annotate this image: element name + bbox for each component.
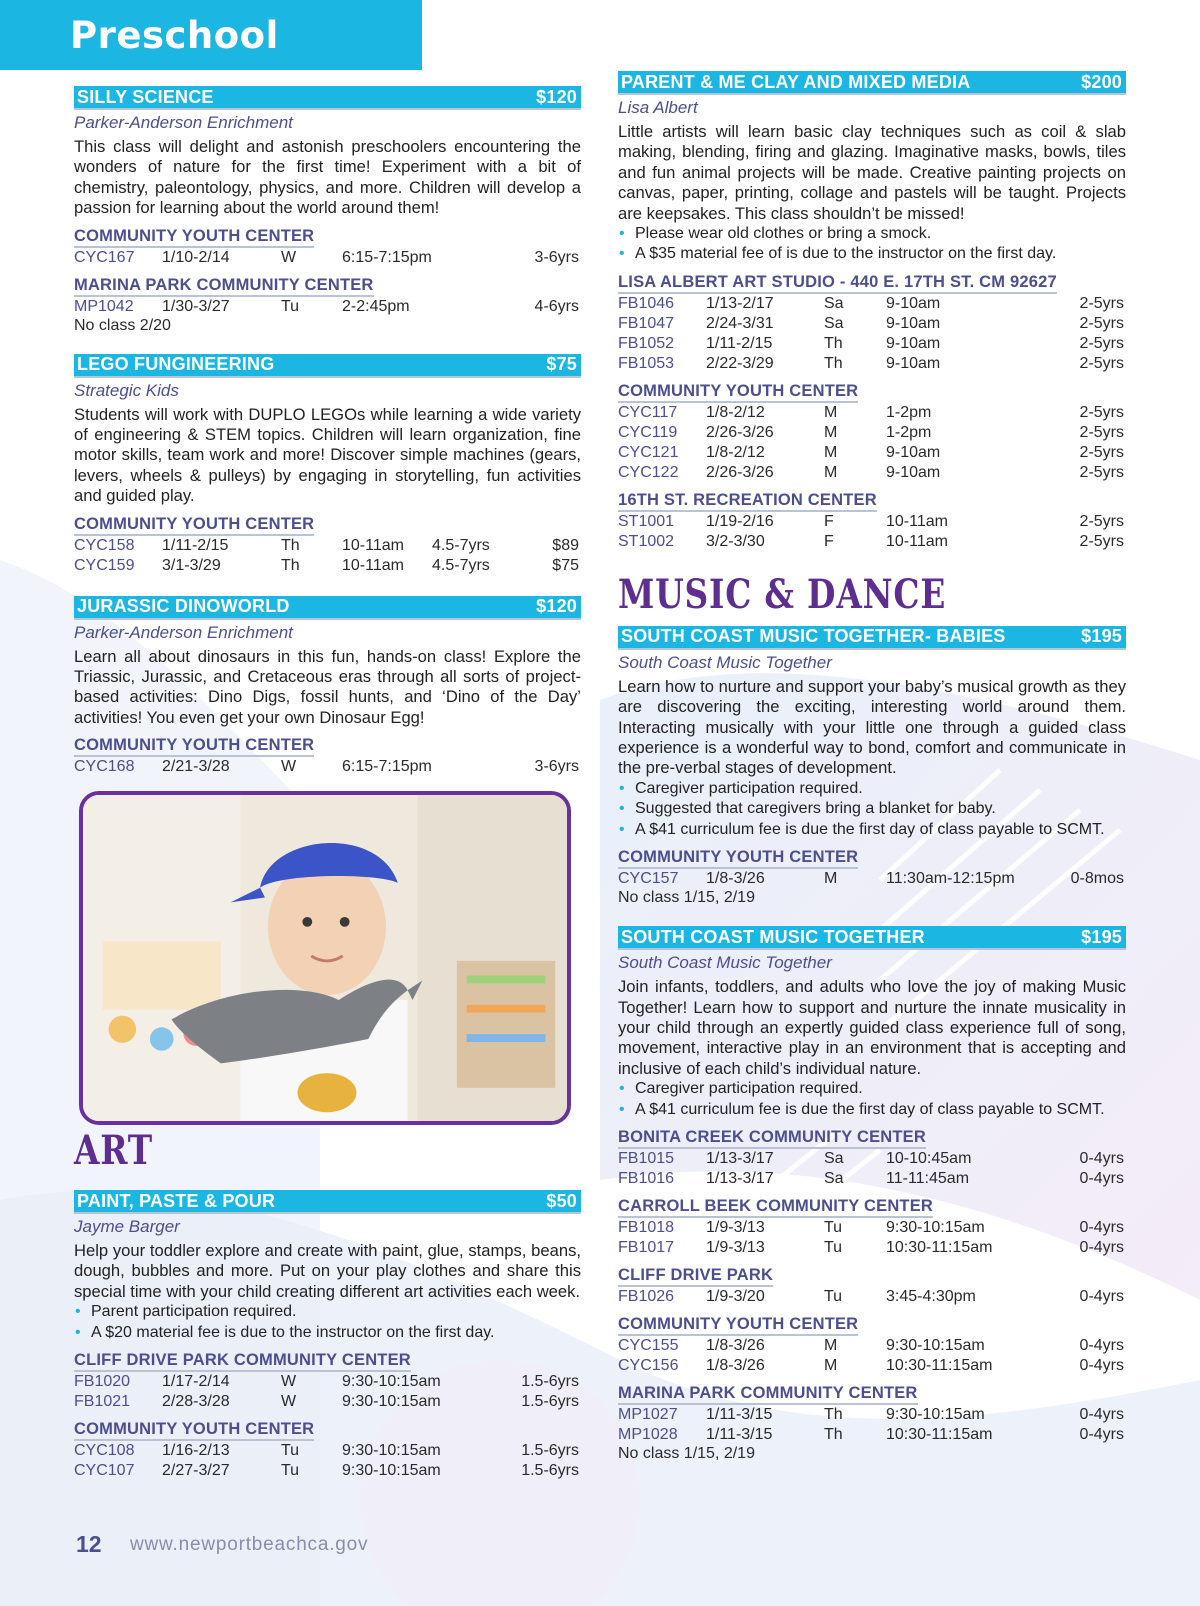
location-name: CLIFF DRIVE PARK	[618, 1266, 773, 1287]
date-range: 1/19-2/16	[706, 512, 774, 530]
location-block	[618, 848, 1126, 906]
course-title: SILLY SCIENCE	[77, 86, 214, 107]
course-code[interactable]: MP1028	[618, 1425, 678, 1443]
course-note: • Suggested that caregivers bring a blanket for baby.	[618, 799, 1126, 819]
class-section-row	[618, 314, 1126, 334]
course-notes-list	[74, 1302, 581, 1343]
course-listing	[74, 86, 581, 334]
course-listing	[74, 354, 581, 576]
class-section-row	[618, 869, 1126, 889]
location-name: CARROLL BEEK COMMUNITY CENTER	[618, 1197, 933, 1218]
course-provider: South Coast Music Together	[618, 953, 832, 973]
class-section-row	[618, 1169, 1126, 1189]
course-description: Little artists will learn basic clay techniques such as coil & slab making, blending, firing and glazing. Imaginative masks, bowls, tiles and fun animal projects will be made. Creative painting projects on canvas, paper, printing, collage and pastels will be taught. Projects are keepsakes. This class shouldn’t be missed!	[618, 122, 1126, 223]
date-range: 1/30-3/27	[162, 297, 230, 315]
age-range: 0-4yrs	[1079, 1149, 1124, 1167]
day: W	[281, 1393, 297, 1411]
course-price: $200	[1081, 71, 1122, 92]
course-note: • Please wear old clothes or bring a smock.	[618, 224, 1126, 244]
location-block	[618, 1128, 1126, 1189]
date-range: 1/8-2/12	[706, 403, 765, 421]
location-block	[618, 1315, 1126, 1376]
location-block	[618, 1266, 1126, 1307]
class-section-row	[74, 556, 581, 576]
course-title-bar	[618, 71, 1126, 95]
class-section-row	[74, 1461, 581, 1481]
date-range: 3/1-3/29	[162, 556, 221, 574]
age-range: 3-6yrs	[534, 248, 579, 266]
time: 9:30-10:15am	[342, 1442, 441, 1460]
class-section-row	[618, 1238, 1126, 1258]
age-range: 0-4yrs	[1079, 1356, 1124, 1374]
course-code[interactable]: FB1020	[74, 1373, 131, 1391]
course-description: Learn how to nurture and support your baby’s musical growth as they are discovering the exciting, interesting world around them. Interacting musically with your little one through a guided class experience is a wonderful way to bond, comfort and communicate in the pre-verbal stages of development.	[618, 676, 1126, 778]
schedule-note: No class 2/20	[74, 316, 171, 334]
class-section-row	[74, 757, 581, 777]
class-section-row	[618, 1356, 1126, 1376]
date-range: 2/26-3/26	[706, 423, 774, 441]
date-range: 1/8-3/26	[706, 1356, 765, 1374]
class-section-row	[618, 1425, 1126, 1445]
course-code[interactable]: CYC167	[74, 248, 135, 266]
class-section-row	[618, 294, 1126, 314]
page-number: 12	[76, 1531, 102, 1557]
time: 6:15-7:15pm	[342, 758, 432, 776]
day: Tu	[824, 1218, 843, 1236]
class-section-row	[618, 403, 1126, 423]
date-range: 1/13-3/17	[706, 1149, 774, 1167]
day: Sa	[824, 1169, 844, 1187]
course-note: • A $20 material fee is due to the instructor on the first day.	[74, 1323, 581, 1343]
course-provider: South Coast Music Together	[618, 652, 832, 672]
age-range: 0-4yrs	[1079, 1218, 1124, 1236]
course-code[interactable]: CYC158	[74, 536, 135, 554]
age-range: 0-4yrs	[1079, 1405, 1124, 1423]
course-title: JURASSIC DINOWORLD	[77, 596, 290, 617]
time: 10-10:45am	[886, 1149, 972, 1167]
time: 10:30-11:15am	[886, 1356, 993, 1374]
course-code[interactable]: CYC156	[618, 1356, 679, 1374]
location-name: 16TH ST. RECREATION CENTER	[618, 491, 877, 512]
left-column	[74, 86, 581, 797]
day: Th	[281, 556, 300, 574]
course-code[interactable]: FB1017	[618, 1238, 675, 1256]
class-section-row	[618, 423, 1126, 443]
day: Th	[824, 1405, 843, 1423]
course-code[interactable]: FB1053	[618, 354, 675, 372]
date-range: 2/26-3/26	[706, 463, 774, 481]
date-range: 1/11-2/15	[162, 536, 229, 554]
day: Th	[824, 1425, 843, 1443]
day: Th	[824, 334, 843, 352]
course-title: LEGO FUNGINEERING	[77, 354, 275, 375]
date-range: 1/9-3/13	[706, 1218, 765, 1236]
course-code[interactable]: CYC117	[618, 403, 678, 421]
class-section-row	[74, 1441, 581, 1461]
date-range: 2/28-3/28	[162, 1393, 230, 1411]
age-range: 0-4yrs	[1079, 1425, 1124, 1443]
time: 10-11am	[886, 532, 948, 550]
time: 2-2:45pm	[342, 297, 410, 315]
time: 11:30am-12:15pm	[886, 870, 1015, 888]
course-price: $195	[1081, 626, 1122, 647]
time: 10-11am	[886, 512, 948, 530]
location-block	[74, 1351, 581, 1412]
schedule-note: No class 1/15, 2/19	[618, 889, 755, 907]
date-range: 3/2-3/30	[706, 532, 765, 550]
location-name: COMMUNITY YOUTH CENTER	[618, 848, 858, 869]
day: Tu	[281, 297, 300, 315]
class-section-row	[618, 512, 1126, 532]
time: 9:30-10:15am	[342, 1373, 441, 1391]
time: 9-10am	[886, 463, 941, 481]
class-section-row	[618, 532, 1126, 552]
course-title: SOUTH COAST MUSIC TOGETHER- BABIES	[621, 626, 1006, 647]
day: F	[824, 512, 834, 530]
course-code[interactable]: FB1026	[618, 1287, 675, 1305]
date-range: 1/9-3/13	[706, 1238, 765, 1256]
course-note: • A $41 curriculum fee is due the first day of class payable to SCMT.	[618, 1100, 1126, 1120]
location-name: MARINA PARK COMMUNITY CENTER	[74, 276, 374, 297]
location-block	[74, 276, 581, 334]
class-section-row	[618, 1218, 1126, 1238]
course-code[interactable]: FB1018	[618, 1218, 675, 1236]
date-range: 1/13-3/17	[706, 1169, 774, 1187]
course-note: • A $35 material fee of is due to the instructor on the first day.	[618, 244, 1126, 264]
class-section-row	[618, 463, 1126, 483]
time: 9-10am	[886, 443, 941, 461]
day: Tu	[281, 1462, 300, 1480]
course-title-bar	[618, 626, 1126, 650]
time: 9-10am	[886, 294, 941, 312]
date-range: 1/11-3/15	[706, 1405, 773, 1423]
date-range: 1/10-2/14	[162, 248, 230, 266]
age-range: 0-4yrs	[1079, 1238, 1124, 1256]
class-section-row	[618, 1405, 1126, 1425]
fee: $89	[552, 536, 579, 554]
time: 6:15-7:15pm	[342, 248, 432, 266]
date-range: 2/22-3/29	[706, 354, 774, 372]
day: Th	[281, 536, 300, 554]
location-block	[618, 1197, 1126, 1258]
time: 3:45-4:30pm	[886, 1287, 976, 1305]
course-provider: Jayme Barger	[74, 1217, 180, 1236]
location-block	[618, 382, 1126, 483]
course-notes-list	[618, 779, 1126, 840]
course-code[interactable]: CYC157	[618, 870, 679, 888]
course-note: • A $41 curriculum fee is due the first day of class payable to SCMT.	[618, 820, 1126, 840]
course-code[interactable]: FB1021	[74, 1393, 131, 1411]
day: W	[281, 758, 297, 776]
course-note: • Parent participation required.	[74, 1302, 581, 1322]
course-code[interactable]: FB1052	[618, 334, 675, 352]
course-listing	[74, 1190, 581, 1481]
course-title-bar	[74, 354, 581, 378]
day: W	[281, 248, 297, 266]
course-code[interactable]: CYC168	[74, 758, 135, 776]
course-code[interactable]: MP1027	[618, 1405, 678, 1423]
course-notes-list	[618, 224, 1126, 265]
course-code[interactable]: FB1016	[618, 1169, 675, 1187]
time: 9-10am	[886, 354, 941, 372]
time: 9:30-10:15am	[886, 1405, 985, 1423]
age-range: 2-5yrs	[1079, 403, 1124, 421]
course-note: • Caregiver participation required.	[618, 779, 1126, 799]
location-block	[618, 1384, 1126, 1462]
course-note: • Caregiver participation required.	[618, 1079, 1126, 1099]
course-listing	[74, 596, 581, 778]
age-range: 0-4yrs	[1079, 1336, 1124, 1354]
date-range: 2/27-3/27	[162, 1462, 230, 1480]
location-block	[74, 227, 581, 268]
location-block	[74, 1420, 581, 1481]
course-code[interactable]: FB1046	[618, 294, 675, 312]
age-range: 2-5yrs	[1079, 294, 1124, 312]
location-block	[74, 736, 581, 777]
day: Sa	[824, 314, 844, 332]
page-title-tab	[0, 0, 422, 70]
course-code[interactable]: CYC119	[618, 423, 678, 441]
course-code[interactable]: FB1047	[618, 314, 675, 332]
course-price: $120	[536, 596, 577, 617]
age-range: 2-5yrs	[1079, 423, 1124, 441]
age-range: 2-5yrs	[1079, 512, 1124, 530]
location-name: LISA ALBERT ART STUDIO - 440 E. 17TH ST. CM 92627	[618, 273, 1057, 294]
course-title-bar	[74, 86, 581, 110]
date-range: 1/13-2/17	[706, 294, 774, 312]
course-code[interactable]: CYC121	[618, 443, 679, 461]
class-section-row	[74, 248, 581, 268]
class-section-row	[618, 354, 1126, 374]
child-with-dinosaur-photo	[79, 791, 571, 1125]
course-code[interactable]: CYC122	[618, 463, 679, 481]
course-code[interactable]: CYC108	[74, 1442, 135, 1460]
day: F	[824, 532, 834, 550]
time: 9:30-10:15am	[342, 1393, 441, 1411]
class-section-row	[74, 1372, 581, 1392]
age-range: 2-5yrs	[1079, 532, 1124, 550]
course-provider: Lisa Albert	[618, 98, 698, 117]
location-name: COMMUNITY YOUTH CENTER	[618, 382, 858, 403]
course-description: This class will delight and astonish preschoolers encountering the wonders of nature for the first time! Experiment with a bit of chemistry, paleontology, physics, and more. Children will develop a passion for learning about the world around them!	[74, 137, 581, 218]
day: Th	[824, 354, 843, 372]
date-range: 1/16-2/13	[162, 1442, 230, 1460]
class-section-row	[618, 1336, 1126, 1356]
class-section-row	[74, 1392, 581, 1412]
course-description: Students will work with DUPLO LEGOs while learning a wide variety of engineering & STEM topics. Children will learn organization, fine motor skills, team work and more! Discover simple machines (gears, levers, wheels & pulleys) by engaging in storytelling, fun activities and guided play.	[74, 404, 581, 506]
location-block	[74, 515, 581, 576]
age-range: 1.5-6yrs	[521, 1462, 579, 1480]
time: 9-10am	[886, 334, 941, 352]
course-description: Help your toddler explore and create with paint, glue, stamps, beans, dough, bubbles and more. Put on your play clothes and share this special time with your child creating different art activities each week.	[74, 1241, 581, 1301]
time: 1-2pm	[886, 403, 932, 421]
right-column	[618, 71, 1126, 1482]
course-title: PARENT & ME CLAY AND MIXED MEDIA	[621, 71, 971, 92]
age-range: 2-5yrs	[1079, 334, 1124, 352]
course-provider: Parker-Anderson Enrichment	[74, 113, 293, 132]
age-range: 2-5yrs	[1079, 443, 1124, 461]
day: M	[824, 403, 838, 421]
age-range: 1.5-6yrs	[521, 1442, 579, 1460]
course-listing	[618, 71, 1126, 552]
course-code[interactable]: ST1001	[618, 512, 675, 530]
course-title-bar	[74, 1190, 581, 1214]
age-range: 4.5-7yrs	[432, 536, 490, 554]
time: 9:30-10:15am	[342, 1462, 441, 1480]
date-range: 1/11-3/15	[706, 1425, 773, 1443]
age-range: 1.5-6yrs	[521, 1393, 579, 1411]
course-description: Join infants, toddlers, and adults who love the joy of making Music Together! Learn how to support and nurture the innate musicality in your child through an expertly guided class experience full of song, movement, interactive play in an environment that is accepting and inclusive of each child’s individual nature.	[618, 977, 1126, 1078]
location-name: COMMUNITY YOUTH CENTER	[618, 1315, 858, 1336]
course-code[interactable]: CYC159	[74, 556, 135, 574]
course-notes-list	[618, 1079, 1126, 1120]
date-range: 1/8-2/12	[706, 443, 765, 461]
class-section-row	[618, 334, 1126, 354]
age-range: 0-4yrs	[1079, 1287, 1124, 1305]
location-name: COMMUNITY YOUTH CENTER	[74, 227, 314, 248]
course-price: $120	[536, 86, 577, 107]
day: M	[824, 463, 838, 481]
location-name: CLIFF DRIVE PARK COMMUNITY CENTER	[74, 1351, 411, 1372]
location-block	[618, 491, 1126, 552]
schedule-note: No class 1/15, 2/19	[618, 1444, 755, 1462]
day: M	[824, 1336, 838, 1354]
day: M	[824, 423, 838, 441]
age-range: 1.5-6yrs	[521, 1373, 579, 1391]
course-title: PAINT, PASTE & POUR	[77, 1190, 276, 1211]
day: M	[824, 443, 838, 461]
class-section-row	[618, 443, 1126, 463]
day: Tu	[824, 1238, 843, 1256]
time: 11-11:45am	[886, 1169, 970, 1187]
date-range: 2/24-3/31	[706, 314, 774, 332]
course-provider: Strategic Kids	[74, 380, 179, 400]
location-block	[618, 273, 1126, 374]
course-code[interactable]: CYC155	[618, 1336, 679, 1354]
course-price: $195	[1081, 926, 1122, 947]
course-title: SOUTH COAST MUSIC TOGETHER	[621, 926, 925, 947]
music-dance-section-title: MUSIC & DANCE	[618, 570, 947, 618]
course-provider: Parker-Anderson Enrichment	[74, 622, 293, 642]
age-range: 0-8mos	[1070, 870, 1124, 888]
time: 9-10am	[886, 314, 941, 332]
date-range: 1/11-2/15	[706, 334, 773, 352]
age-range: 3-6yrs	[534, 758, 579, 776]
day: W	[281, 1373, 297, 1391]
course-code[interactable]: ST1002	[618, 532, 675, 550]
day: Sa	[824, 294, 844, 312]
page-title: Preschool	[70, 14, 279, 57]
location-name: COMMUNITY YOUTH CENTER	[74, 515, 314, 536]
time: 10-11am	[342, 536, 404, 554]
date-range: 1/9-3/20	[706, 1287, 765, 1305]
location-name: BONITA CREEK COMMUNITY CENTER	[618, 1128, 926, 1149]
age-range: 4-6yrs	[534, 297, 579, 315]
class-section-row	[618, 1287, 1126, 1307]
location-name: COMMUNITY YOUTH CENTER	[74, 1420, 314, 1441]
time: 9:30-10:15am	[886, 1336, 985, 1354]
date-range: 1/8-3/26	[706, 1336, 765, 1354]
location-name: COMMUNITY YOUTH CENTER	[74, 736, 314, 757]
time: 9:30-10:15am	[886, 1218, 985, 1236]
course-listing	[618, 926, 1126, 1462]
day: Sa	[824, 1149, 844, 1167]
day: Tu	[281, 1442, 300, 1460]
course-description: Learn all about dinosaurs in this fun, hands-on class! Explore the Triassic, Jurassic, and Cretaceous eras through all sorts of project-based activities: Dino Digs, fossil hunts, and ‘Dino of the Day’ activities! You even get your own Dinosaur Egg!	[74, 646, 581, 727]
course-price: $50	[546, 1190, 577, 1211]
course-price: $75	[546, 354, 577, 375]
course-title-bar	[618, 926, 1126, 950]
class-section-row	[74, 297, 581, 317]
date-range: 2/21-3/28	[162, 758, 230, 776]
art-section-title: ART	[74, 1127, 154, 1174]
age-range: 2-5yrs	[1079, 354, 1124, 372]
course-code[interactable]: FB1015	[618, 1149, 675, 1167]
date-range: 1/8-3/26	[706, 870, 765, 888]
date-range: 1/17-2/14	[162, 1373, 230, 1391]
fee: $75	[552, 556, 579, 574]
time: 10-11am	[342, 556, 404, 574]
age-range: 2-5yrs	[1079, 314, 1124, 332]
age-range: 2-5yrs	[1079, 463, 1124, 481]
time: 10:30-11:15am	[886, 1425, 993, 1443]
age-range: 4.5-7yrs	[432, 556, 490, 574]
location-name: MARINA PARK COMMUNITY CENTER	[618, 1384, 918, 1405]
time: 1-2pm	[886, 423, 932, 441]
course-code[interactable]: CYC107	[74, 1462, 135, 1480]
day: M	[824, 870, 838, 888]
course-listing	[618, 626, 1126, 906]
course-title-bar	[74, 596, 581, 620]
age-range: 0-4yrs	[1079, 1169, 1124, 1187]
website-link[interactable]: www.newportbeachca.gov	[130, 1534, 369, 1555]
art-section	[74, 1190, 581, 1501]
class-section-row	[74, 536, 581, 556]
class-section-row	[618, 1149, 1126, 1169]
day: M	[824, 1356, 838, 1374]
course-code[interactable]: MP1042	[74, 297, 134, 315]
day: Tu	[824, 1287, 843, 1305]
time: 10:30-11:15am	[886, 1238, 993, 1256]
